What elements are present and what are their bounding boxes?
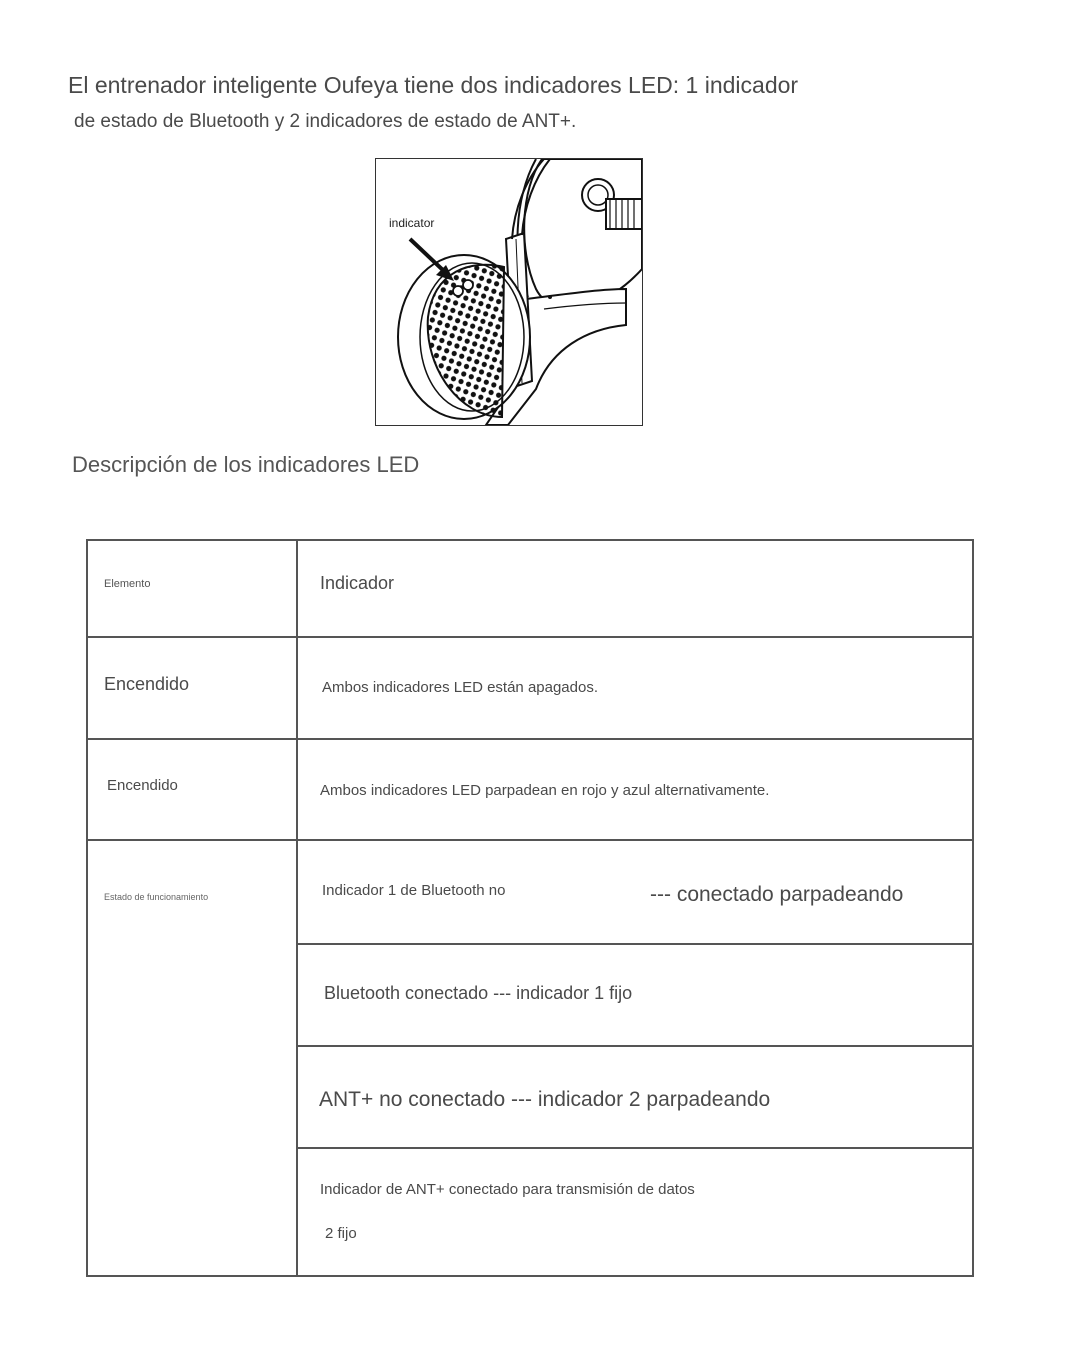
row-2-element: Encendido [107, 777, 178, 794]
led-description-table [86, 539, 974, 1277]
header-element: Elemento [104, 578, 151, 590]
op-item-4-line2: 2 fijo [325, 1225, 357, 1242]
operation-element: Estado de funcionamiento [104, 892, 209, 902]
row-1-element: Encendido [104, 674, 190, 694]
indicator-callout-label: indicator [389, 216, 435, 230]
intro-line-2: de estado de Bluetooth y 2 indicadores de estado de ANT+. [74, 111, 577, 132]
row-2-indicator: Ambos indicadores LED parpadean en rojo y azul alternativamente. [320, 782, 770, 799]
op-item-3: ANT+ no conectado --- indicador 2 parpadeando [319, 1088, 771, 1111]
intro-line-1: El entrenador inteligente Oufeya tiene dos indicadores LED: 1 indicador [68, 72, 799, 98]
section-title: Descripción de los indicadores LED [72, 452, 420, 477]
row-1-indicator: Ambos indicadores LED están apagados. [322, 679, 599, 696]
op-item-1-part1: Indicador 1 de Bluetooth no [322, 882, 506, 899]
op-item-2: Bluetooth conectado --- indicador 1 fijo [324, 983, 633, 1003]
header-indicator: Indicador [320, 573, 395, 593]
op-item-1-part2: --- conectado parpadeando [650, 883, 904, 906]
op-item-4-line1: Indicador de ANT+ conectado para transmisión de datos [320, 1181, 695, 1198]
trainer-illustration [375, 158, 643, 426]
